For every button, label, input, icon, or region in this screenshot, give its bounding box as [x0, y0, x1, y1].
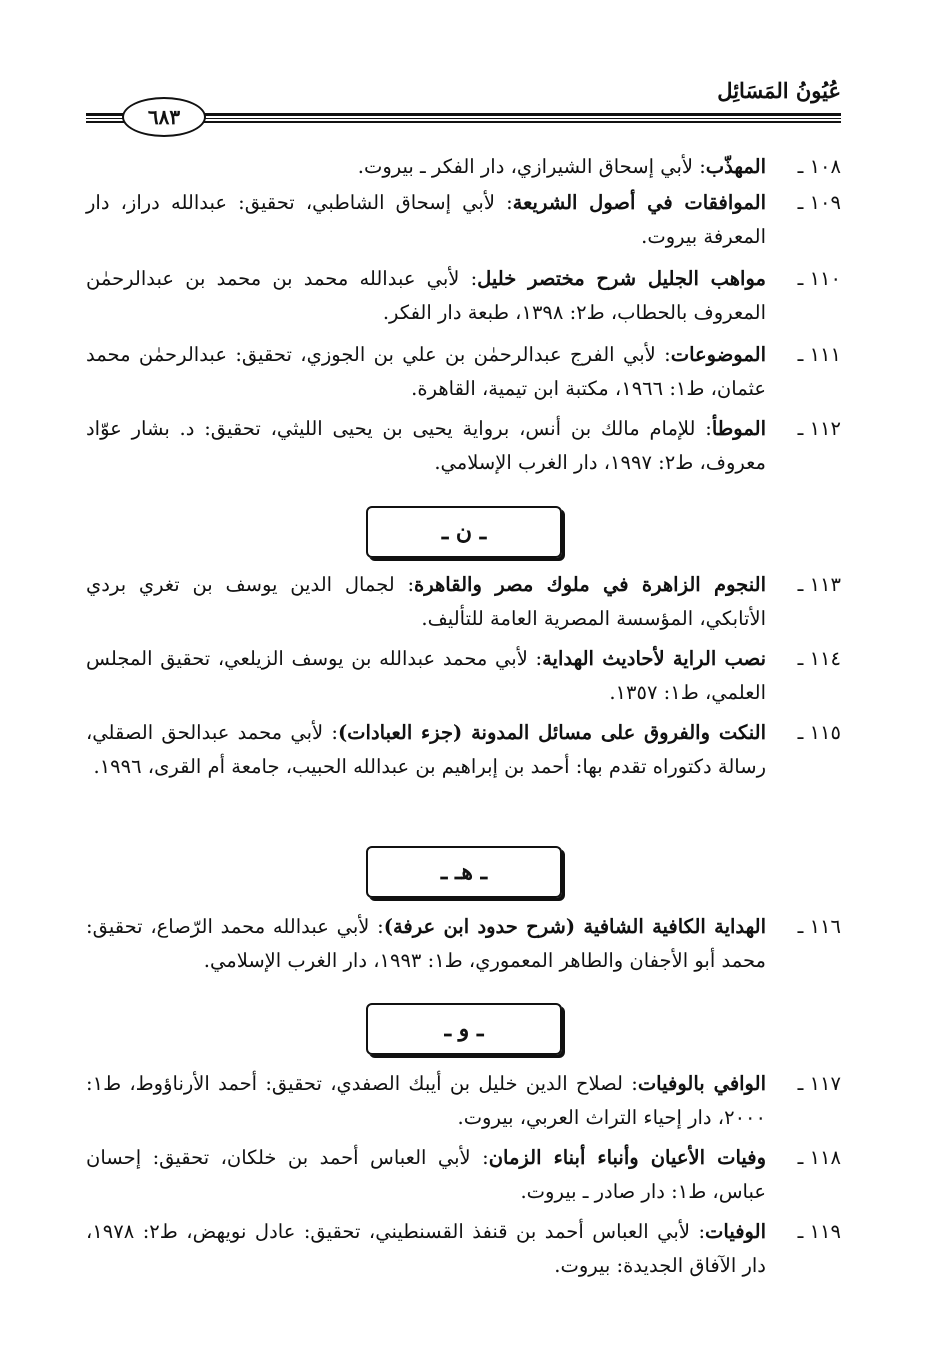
entry-details: : لأبي إسحاق الشاطبي، تحقيق: عبدالله دراز، دار المعرفة بيروت. [86, 191, 766, 248]
entry-title: نصب الراية لأحاديث الهداية [542, 647, 767, 670]
entry-details: : لأبي العباس أحمد بن قنفذ القسنطيني، تحقيق: عادل نويهض، ط٢: ١٩٧٨، دار الآفاق الجديدة: بيروت. [86, 1220, 766, 1277]
entry-number: ١١٦ ـ [797, 915, 841, 938]
bibliography-entry [86, 1215, 841, 1283]
bibliography-entry [86, 1141, 841, 1209]
bibliography-entry [86, 716, 841, 784]
entry-title: المهذّب [705, 155, 766, 178]
entry-details: : لأبي محمد عبدالحق الصقلي، رسالة دكتوراه تقدم بها: أحمد بن إبراهيم بن عبدالله الحبيب، جامعة أم القرى، ١٩٩٦. [86, 721, 766, 778]
entry-title: الموافقات في أصول الشريعة [512, 191, 766, 214]
entry-title: الموضوعات [670, 343, 766, 366]
bibliography-entry [86, 568, 841, 636]
entry-details: : لأبي عبدالله محمد بن محمد بن عبدالرحمٰن المعروف بالحطاب، ط٢: ١٣٩٨، طبعة دار الفكر. [86, 267, 766, 324]
entry-title: مواهب الجليل شرح مختصر خليل [477, 267, 766, 290]
running-header-title: عُيُونُ المَسَائِل [717, 78, 841, 103]
bibliography-entry [86, 910, 841, 978]
entry-title: الهداية الكافية الشافية (شرح حدود ابن عرفة) [383, 915, 767, 938]
entry-details: : لأبي محمد عبدالله بن يوسف الزيلعي، تحقيق المجلس العلمي، ط١: ١٣٥٧. [86, 647, 766, 704]
section-letter-heading: ـ هـ ـ [366, 846, 562, 898]
entry-number: ١١٠ ـ [797, 267, 841, 290]
entry-number: ١١٧ ـ [797, 1072, 841, 1095]
entry-title: الوفيات [705, 1220, 766, 1243]
entry-details: : لصلاح الدين خليل بن أيبك الصفدي، تحقيق: أحمد الأرناؤوط، ط١: ٢٠٠٠، دار إحياء التراث العربي، بيروت. [86, 1072, 766, 1129]
bibliography-entry [86, 338, 841, 406]
entry-title: الموطأ [711, 417, 766, 440]
entry-number: ١١٤ ـ [797, 647, 841, 670]
entry-details: : لأبي إسحاق الشيرازي، دار الفكر ـ بيروت. [357, 155, 706, 178]
bibliography-entry [86, 150, 841, 184]
bibliography-entry [86, 262, 841, 330]
entry-number: ١٠٨ ـ [797, 155, 841, 178]
entry-number: ١١٩ ـ [797, 1220, 841, 1243]
bibliography-entry [86, 1067, 841, 1135]
entry-title: وفيات الأعيان وأنباء أبناء الزمان [488, 1146, 767, 1169]
bibliography-entry [86, 642, 841, 710]
entry-title: النجوم الزاهرة في ملوك مصر والقاهرة [414, 573, 766, 596]
entry-number: ١١٨ ـ [797, 1146, 841, 1169]
bibliography-entry [86, 186, 841, 254]
entry-number: ١١٢ ـ [797, 417, 841, 440]
entry-details: : لأبي الفرج عبدالرحمٰن بن علي بن الجوزي، تحقيق: عبدالرحمٰن محمد عثمان، ط١: ١٩٦٦، مكتبة ابن تيمية، القاهرة. [86, 343, 766, 400]
entry-details: : لأبي عبدالله محمد الرّصاع، تحقيق: محمد أبو الأجفان والطاهر المعموري، ط١: ١٩٩٣، دار الغرب الإسلامي. [86, 915, 766, 972]
entry-number: ١١١ ـ [797, 343, 841, 366]
page-number: ٦٨٣ [122, 97, 206, 137]
entry-number: ١١٣ ـ [797, 573, 841, 596]
entry-details: : للإمام مالك بن أنس، برواية يحيى بن يحيى الليثي، تحقيق: د. بشار عوّاد معروف، ط٢: ١٩٩٧، دار الغرب الإسلامي. [86, 417, 766, 474]
entry-title: النكت والفروق على مسائل المدونة (جزء العبادات) [337, 721, 766, 744]
entry-number: ١٠٩ ـ [797, 191, 841, 214]
entry-number: ١١٥ ـ [797, 721, 841, 744]
entry-details: : لجمال الدين يوسف بن تغري بردي الأتابكي، المؤسسة المصرية العامة للتأليف. [86, 573, 766, 630]
entry-details: : لأبي العباس أحمد بن خلكان، تحقيق: إحسان عباس، ط١: دار صادر ـ بيروت. [86, 1146, 766, 1203]
entry-title: الوافي بالوفيات [637, 1072, 766, 1095]
section-letter-heading: ـ ن ـ [366, 506, 562, 558]
section-letter-heading: ـ و ـ [366, 1003, 562, 1055]
bibliography-entry [86, 412, 841, 480]
